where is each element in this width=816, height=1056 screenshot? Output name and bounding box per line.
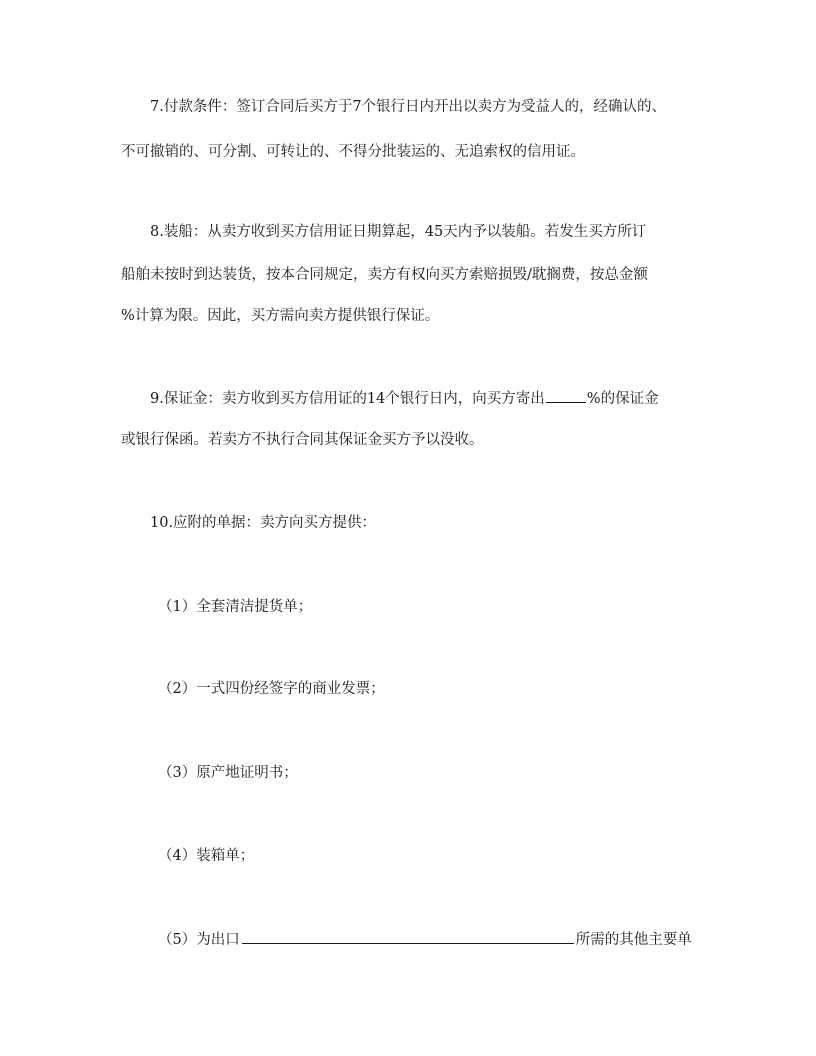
clause-9-text-b: %的保证金 [586, 391, 659, 407]
clause-9-line-1 [150, 387, 659, 409]
clause-7-line-2: 不可撤销的、可分割、可转让的、不得分批装运的、无追索权的信用证。 [121, 144, 585, 160]
document-list-item-2: （2）一式四份经签字的商业发票； [158, 681, 385, 697]
clause-10-heading: 10.应附的单据：卖方向买方提供： [150, 515, 377, 531]
export-destination-blank[interactable] [242, 928, 574, 944]
clause-8-line-1: 8.装船：从卖方收到买方信用证日期算起，45天内予以装船。若发生买方所订 [150, 224, 647, 240]
document-list-item-1: （1）全套清洁提货单； [158, 599, 313, 615]
deposit-percent-blank[interactable] [546, 387, 586, 403]
clause-9-text-a: 9.保证金：卖方收到买方信用证的14个银行日内，向买方寄出 [150, 391, 545, 407]
document-list-item-5 [158, 928, 692, 950]
item-5-text-a: （5）为出口 [158, 932, 240, 948]
clause-8-line-2: 船舶未按时到达装货，按本合同规定，卖方有权向买方索赔损毁/耽搁费，按总金额 [121, 267, 648, 283]
item-5-text-b: 所需的其他主要单 [575, 932, 692, 948]
document-list-item-3: （3）原产地证明书； [158, 765, 298, 781]
clause-9-line-2: 或银行保函。若卖方不执行合同其保证金买方予以没收。 [121, 432, 484, 448]
clause-8-line-3: %计算为限。因此，买方需向卖方提供银行保证。 [121, 308, 440, 324]
document-list-item-4: （4）装箱单； [158, 848, 255, 864]
clause-7-line-1: 7.付款条件：签订合同后买方于7个银行日内开出以卖方为受益人的，经确认的、 [150, 99, 667, 115]
